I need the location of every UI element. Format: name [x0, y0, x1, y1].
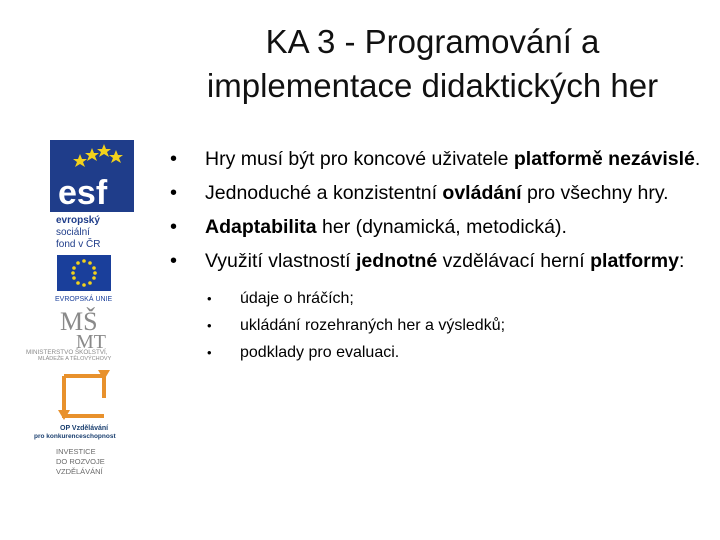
msmt-logo [24, 300, 144, 360]
bullet-text: Jednoduché a konzistentní [205, 182, 443, 204]
sub-bullet-item: • údaje o hráčích; [240, 285, 705, 312]
bullet-text: : [678, 250, 685, 272]
esf-caption-1: evropský [56, 215, 100, 226]
esf-caption-2: sociální [56, 227, 90, 238]
title-line-1: KA 3 - Programování a [265, 23, 600, 60]
op-caption-2: pro konkurenceschopnost [34, 433, 116, 440]
sub-bullet-item: • podklady pro evaluaci. [240, 339, 705, 366]
op-caption-3: INVESTICE [56, 447, 96, 456]
op-caption-1: OP Vzdělávání [60, 425, 109, 432]
op-logo [28, 370, 143, 485]
bullet-text: her (dynamická, metodická). [316, 216, 567, 238]
msmt-caption-1: MINISTERSTVO ŠKOLSTVÍ, [26, 349, 108, 356]
bullet-text: vzdělávací herní [437, 250, 591, 272]
msmt-monogram: MŠ [60, 307, 98, 336]
bullet-text: pro všechny hry. [521, 182, 669, 204]
bullet-item [205, 247, 705, 366]
msmt-caption-2: MLÁDEŽE A TĚLOVÝCHOVY [38, 356, 112, 360]
bullet-item [205, 179, 705, 207]
bullet-item [205, 213, 705, 241]
eu-logo [55, 255, 141, 303]
bullet-list [205, 145, 705, 372]
bullet-emphasis: jednotné [356, 250, 438, 272]
sub-bullet-item: • ukládání rozehraných her a výsledků; [240, 312, 705, 339]
esf-logo [50, 140, 134, 252]
op-caption-4: DO ROZVOJE [56, 457, 105, 466]
bullet-emphasis: platformě nezávislé [513, 148, 695, 170]
slide-title [160, 20, 705, 108]
sub-bullet-list [240, 285, 705, 366]
title-line-2: implementace didaktických her [206, 67, 659, 104]
bullet-emphasis: ovládání [442, 182, 522, 204]
op-caption-5: VZDĚLÁVÁNÍ [56, 467, 103, 476]
msmt-monogram-2: MT [76, 331, 106, 353]
bullet-emphasis: Adaptabilita [205, 216, 317, 238]
bullet-text: Využití vlastností [205, 250, 357, 272]
bullet-text: Hry musí být pro koncové uživatele [205, 148, 514, 170]
esf-wordmark: esf [58, 174, 108, 212]
bullet-item [205, 145, 705, 173]
eu-caption: EVROPSKÁ UNIE [55, 296, 113, 303]
bullet-text: . [694, 148, 701, 170]
esf-caption-3: fond v ČR [56, 239, 101, 250]
bullet-emphasis: platformy [590, 250, 679, 272]
